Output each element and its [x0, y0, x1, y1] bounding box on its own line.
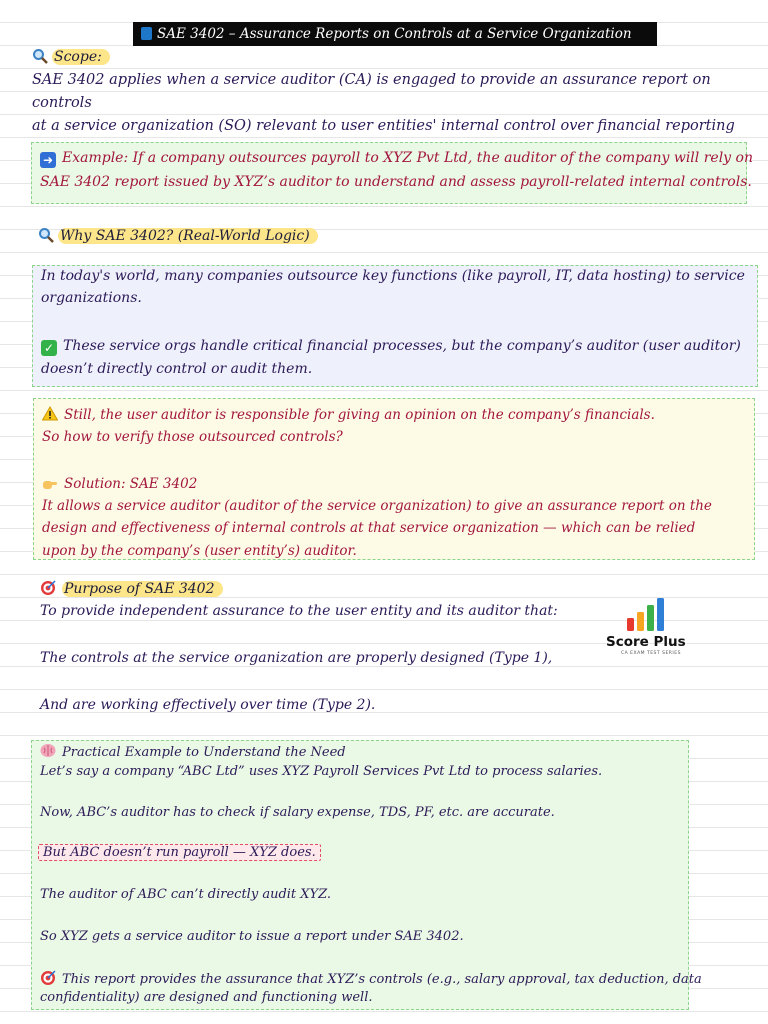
logo-tagline: CA EXAM TEST SERIES — [621, 651, 681, 656]
why-solution-line: design and effectiveness of internal controls at that service organization — which can be relied — [42, 520, 696, 536]
practical-heading: Practical Example to Understand the Need — [40, 743, 346, 760]
practical-line: This report provides the assurance that XYZ’s controls (e.g., salary approval, tax deduction, data — [40, 970, 702, 987]
score-plus-logo — [604, 598, 696, 660]
scope-line: SAE 3402 applies when a service auditor (CA) is engaged to provide an assurance report on controls — [32, 72, 711, 111]
why-heading-label: Why SAE 3402? (Real-World Logic) — [58, 228, 318, 244]
why-solution-line: Still, the user auditor is responsible for giving an opinion on the company’s financials. — [42, 406, 655, 423]
practical-line: The auditor of ABC can’t directly audit XYZ. — [40, 887, 332, 902]
why-line: In today's world, many companies outsource key functions (like payroll, IT, data hosting) to service — [41, 268, 745, 284]
page-title: SAE 3402 – Assurance Reports on Controls at a Service Organization — [157, 26, 632, 42]
purpose-heading — [40, 580, 223, 597]
why-yellow-box — [33, 398, 755, 560]
scope-example-line: SAE 3402 report issued by XYZ’s auditor to understand and assess payroll-related internal controls. — [40, 174, 752, 190]
why-heading — [38, 227, 318, 244]
pointing-hand-icon — [42, 475, 58, 491]
practical-line: confidentiality) are designed and functioning well. — [40, 990, 373, 1005]
scope-example-box — [31, 142, 753, 204]
book-icon — [141, 27, 152, 40]
bar-chart-logo-icon — [626, 598, 668, 632]
practical-example-box — [31, 740, 702, 1010]
magnifier-icon — [32, 48, 48, 64]
practical-line: Now, ABC’s auditor has to check if salary expense, TDS, PF, etc. are accurate. — [40, 805, 555, 820]
page-title-bar — [133, 22, 657, 46]
practical-highlight-line: But ABC doesn’t run payroll — XYZ does. — [38, 845, 321, 860]
why-blue-box — [32, 265, 758, 387]
purpose-heading-label: Purpose of SAE 3402 — [62, 581, 223, 597]
target-icon — [40, 970, 56, 986]
why-solution-line: upon by the company’s (user entity’s) auditor. — [42, 543, 357, 559]
why-solution-line: So how to verify those outsourced controls? — [42, 429, 343, 445]
purpose-line: To provide independent assurance to the user entity and its auditor that: — [40, 603, 558, 619]
why-solution-line: It allows a service auditor (auditor of the service organization) to give an assurance report on the — [42, 498, 712, 514]
why-line: ✓ These service orgs handle critical financial processes, but the company’s auditor (user auditor) — [41, 338, 741, 356]
why-solution-line: Solution: SAE 3402 — [42, 475, 197, 492]
scope-line: at a service organization (SO) relevant to user entities' internal control over financial reporting — [32, 118, 735, 134]
magnifier-icon — [38, 227, 54, 243]
warning-icon — [42, 406, 58, 421]
scope-heading — [32, 48, 110, 65]
logo-name: Score Plus — [606, 634, 686, 650]
scope-example-line: ➜ Example: If a company outsources payroll to XYZ Pvt Ltd, the auditor of the company will rely on — [40, 150, 753, 168]
scope-heading-label: Scope: — [52, 49, 110, 65]
brain-icon — [40, 743, 56, 758]
why-line: organizations. — [41, 290, 142, 306]
practical-line: Let’s say a company “ABC Ltd” uses XYZ Payroll Services Pvt Ltd to process salaries. — [40, 764, 603, 779]
purpose-line: And are working effectively over time (Type 2). — [40, 697, 376, 713]
check-mark-icon: ✓ — [41, 340, 57, 356]
why-line: doesn’t directly control or audit them. — [41, 361, 313, 377]
purpose-line: The controls at the service organization are properly designed (Type 1), — [40, 650, 553, 666]
practical-line: So XYZ gets a service auditor to issue a report under SAE 3402. — [40, 929, 464, 944]
target-icon — [40, 580, 56, 596]
right-arrow-icon: ➜ — [40, 152, 56, 168]
